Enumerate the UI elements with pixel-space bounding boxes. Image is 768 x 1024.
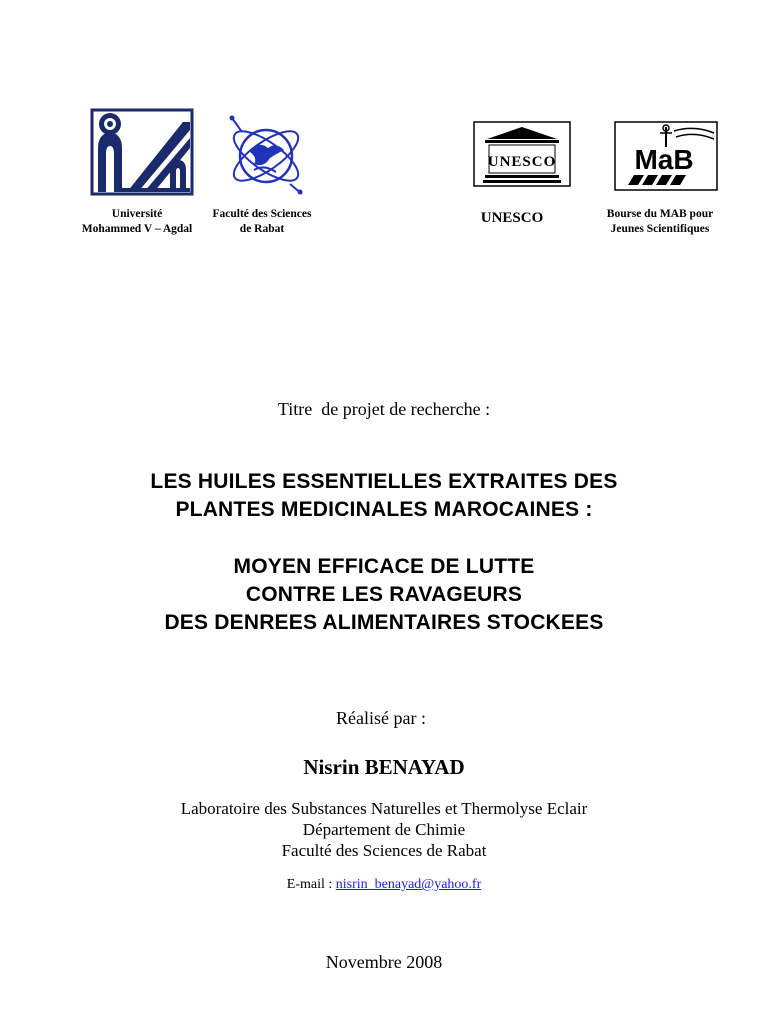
email-label: E-mail : [286,877,336,892]
affiliation-line: Département de Chimie [302,820,466,839]
document-subtitle [0,553,768,637]
caption-line: de Rabat [239,223,285,235]
affiliation-line: Laboratoire des Substances Naturelles et Thermolyse Eclair [180,799,588,818]
author-name: Nisrin BENAYAD [303,755,465,779]
project-label: Titre de projet de recherche : [277,399,491,419]
caption-mab [590,207,730,237]
subtitle-line: MOYEN EFFICACE DE LUTTE [233,555,535,578]
university-mohammed-v-logo [90,108,194,196]
caption-line: UNESCO [480,210,544,226]
caption-line: Bourse du MAB pour [606,208,714,220]
affiliation [0,798,768,861]
caption-line: Jeunes Scientifiques [610,223,710,235]
document-date: Novembre 2008 [325,952,443,972]
mab-logo [614,121,718,191]
realise-label: Réalisé par : [336,708,426,728]
email-row [0,877,768,893]
svg-text:UNESCO: UNESCO [487,154,557,170]
affiliation-line: Faculté des Sciences de Rabat [281,841,487,860]
caption-line: Université [111,208,163,220]
subtitle-line: CONTRE LES RAVAGEURS [245,583,523,606]
title-line: PLANTES MEDICINALES MAROCAINES : [175,498,593,521]
caption-unesco [462,209,562,227]
faculte-sciences-rabat-logo [224,112,308,198]
document-title [0,468,768,524]
unesco-logo [473,121,571,187]
caption-university [62,207,212,237]
caption-line: Faculté des Sciences [212,208,312,220]
title-line: LES HUILES ESSENTIELLES EXTRAITES DES [150,470,618,493]
subtitle-line: DES DENREES ALIMENTAIRES STOCKEES [164,611,604,634]
caption-faculty [202,207,322,237]
svg-text:MaB: MaB [634,144,694,175]
email-link[interactable]: nisrin_benayad@yahoo.fr [335,877,482,892]
caption-line: Mohammed V – Agdal [81,223,193,235]
